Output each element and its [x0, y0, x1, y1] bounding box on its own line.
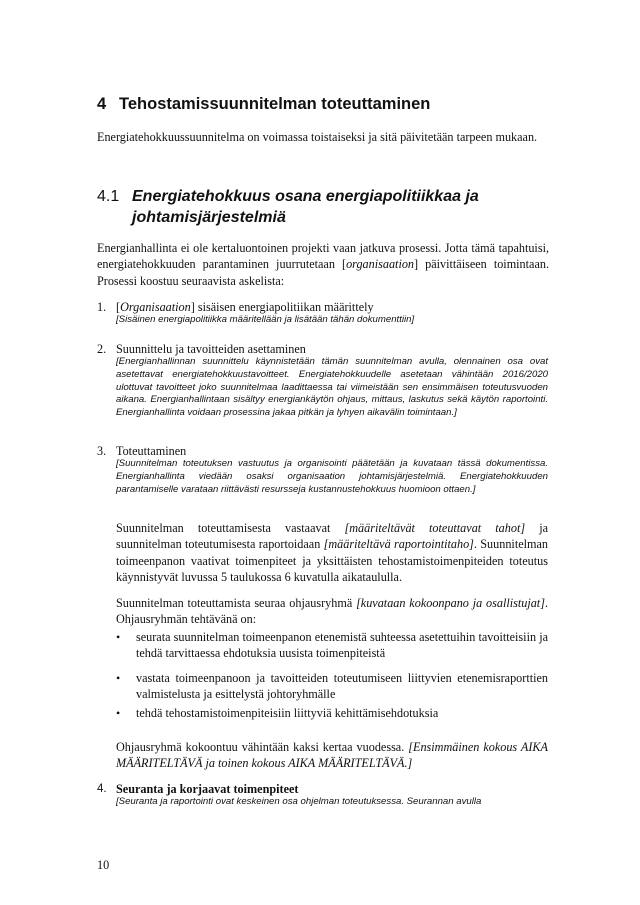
step-number: 1. — [97, 300, 107, 314]
bullet-icon: • — [116, 630, 121, 644]
placeholder-text: [määriteltävä raportointitaho] — [323, 537, 474, 552]
step-title: Suunnittelu ja tavoitteiden asettaminen — [116, 342, 306, 356]
step-number: 2. — [97, 342, 107, 356]
placeholder-text: [kuvataan kokoonpano ja osallistujat] — [356, 596, 545, 610]
text-run: Energianhallinta ei ole kertaluontoinen projekti vaan jatkuva prosessi. Jotta tämä tapahtuisi, energiatehokkuuden parantaminen juurrutetaan [ — [97, 241, 549, 272]
process-paragraph — [97, 240, 549, 289]
chapter-heading — [97, 95, 430, 114]
section-number: 4.1 — [97, 188, 120, 205]
chapter-number: 4 — [97, 95, 107, 113]
placeholder-text: [määriteltävät toteuttavat tahot] — [344, 521, 526, 535]
placeholder-text: [Ensimmäinen kokous AIKA MÄÄRITELTÄVÄ ja toinen kokous AIKA MÄÄRITELTÄVÄ.] — [116, 740, 548, 771]
intro-paragraph: Energiatehokkuussuunnitelma on voimassa toistaiseksi ja sitä päivitetään tarpeen mukaan. — [97, 130, 538, 144]
page-number: 10 — [97, 858, 110, 872]
step-number: 3. — [97, 444, 107, 458]
step-note: [Energianhallinnan suunnittelu käynnistetään tämän suunnitelman avulla, olennainen osa ovat asetettavat energiatehokkuustavoitteet. Energiatehokkuudelle asetetaan vähintään 2016/2020 ulottuvat tavoitteet joko suunnitelmaa laadittaessa tai viimeistään sen ensimmäisen toteutusvuoden aikana. Energianhallintaan sisältyy energiankäytön ohjaus, mittaus, laskutus sekä käytön raportointi. Energianhallinta voidaan prosessina jakaa pitkän ja lyhyen aikavälin toimintaan.] — [116, 356, 548, 419]
step-note: [Sisäinen energiapolitiikka määritellään ja lisätään tähän dokumenttiin] — [116, 314, 415, 325]
responsibility-paragraph: Suunnitelman toteuttamisesta vastaavat [määriteltävät toteuttavat tahot] ja suunnitelman toteutumisesta raportoidaan [määriteltävä raportointitaho]. Suunnitelman toimeenpanon vaativat toimenpiteet ja yksittäisten tehostamistoimenpiteiden toteutus käynnistyvät luvussa 5 taulukossa 6 kuvatulla aikataululla. — [116, 521, 549, 585]
placeholder-text: organisaation — [346, 257, 415, 272]
step-note: [Seuranta ja raportointi ovat keskeinen osa ohjelman toteutuksessa. Seurannan avulla — [116, 796, 482, 807]
step-number: 4. — [97, 783, 107, 795]
step-note: [Suunnitelman toteutuksen vastuutus ja organisointi päätetään ja kuvataan tässä dokumentissa. Energianhallinta viedään osaksi organisaation johtamisjärjestelmiä. Energiatehokkuuden parantamiselle varataan riittävästi resursseja kustannustehokkuus huomioon ottaen.] — [116, 458, 548, 495]
placeholder-text: Organisaation — [120, 300, 191, 314]
step-title: Seuranta ja korjaavat toimenpiteet — [116, 782, 299, 796]
step-title: Toteuttaminen — [116, 444, 187, 458]
bullet-icon: • — [116, 706, 121, 720]
section-title: Energiatehokkuus osana energiapolitiikkaa ja johtamisjärjestelmiä — [132, 188, 479, 226]
document-page: 4 Tehostamissuunnitelman toteuttaminen Energiatehokkuussuunnitelma on voimassa toistaiseksi ja sitä päivitetään tarpeen mukaan. 4.1 Energiatehokkuus osana energiapolitiikkaa ja johtamisjärjestelmiä Energianhallinta ei ole kertaluontoinen projekti vaan jatkuva prosessi. Jotta tämä tapahtuisi, energiatehokkuuden parantaminen juurrutetaan [organisaation] päivittäiseen toimintaan. Prosessi koostuu seuraavista askelista: 1. [Organisaation] sisäisen energiapolitiikan määrittely [Sisäinen energiapolitiikka määritellään ja lisätään tähän dokumenttiin] 2. Suunnittelu ja tavoitteiden asettaminen [Energianhallinnan suunnittelu käynnistetään tämän suunnitelman avulla, olennainen osa ovat asetettavat energiatehokkuustavoitteet. Energiatehokkuudelle asetetaan vähintään 2016/2020 ulottuvat tavoitteet joko suunnitelmaa laadittaessa tai viimeistään sen ensimmäisen toteutusvuoden aikana. Energianhallintaan sisältyy energiankäytön ohjaus, mittaus, laskutus sekä käytön raportointi. Energianhallinta voidaan prosessina jakaa pitkän ja lyhyen aikavälin toimintaan.] 3. Toteuttaminen [Suunnitelman toteutuksen vastuutus ja organisointi päätetään ja kuvataan tässä dokumentissa. Energianhallinta viedään osaksi organisaation johtamisjärjestelmiä. Energiatehokkuuden parantamiselle varataan riittävästi resursseja kustannustehokkuus huomioon ottaen.] Suunnitelman toteuttamisesta vastaavat [määriteltävät toteuttavat tahot] ja suunnitelman toteutumisesta raportoidaan [määriteltävä raportointitaho]. Suunnitelman toimeenpanon vaativat toimenpiteet ja yksittäisten tehostamistoimenpiteiden toteutus käynnistyvät luvussa 5 taulukossa 6 kuvatulla aikataululla. Suunnitelman toteuttamista seuraa ohjausryhmä [kuvataan kokoonpano ja osallistujat]. Ohjausryhmän tehtävänä on: • seurata suunnitelman toimeenpanon etenemistä suhteessa asetettuihin tavoitteisiin ja tehdä tarvittaessa ehdotuksia uusista toimenpiteistä • vastata toimeenpanoon ja tavoitteiden toteutumiseen liittyvien etenemisraporttien valmistelusta ja esittelystä johtoryhmälle • tehdä tehostamistoimenpiteisiin liittyviä kehittämisehdotuksia Ohjausryhmä kokoontuu vähintään kaksi kertaa vuodessa. [Ensimmäinen kokous AIKA MÄÄRITELTÄVÄ ja toinen kokous AIKA MÄÄRITELTÄVÄ.] 4. Seuranta ja korjaavat toimenpiteet [Seuranta ja raportointi ovat keskeinen osa ohjelman toteutuksessa. Seurannan avulla 10 — [0, 0, 640, 905]
steering-group-paragraph: Suunnitelman toteuttamista seuraa ohjausryhmä [kuvataan kokoonpano ja osallistujat]. Ohjausryhmän tehtävänä on: — [116, 596, 548, 627]
step-title: [Organisaation] sisäisen energiapolitiikan määrittely — [116, 300, 374, 314]
bullet-icon: • — [116, 671, 121, 685]
chapter-title: Tehostamissuunnitelman toteuttaminen — [119, 95, 431, 113]
text-run: ] päivittäiseen toimintaan. Prosessi koostuu seuraavista askelista: — [97, 257, 549, 288]
meeting-paragraph: Ohjausryhmä kokoontuu vähintään kaksi kertaa vuodessa. [Ensimmäinen kokous AIKA MÄÄRITELTÄVÄ ja toinen kokous AIKA MÄÄRITELTÄVÄ.] — [116, 740, 548, 771]
